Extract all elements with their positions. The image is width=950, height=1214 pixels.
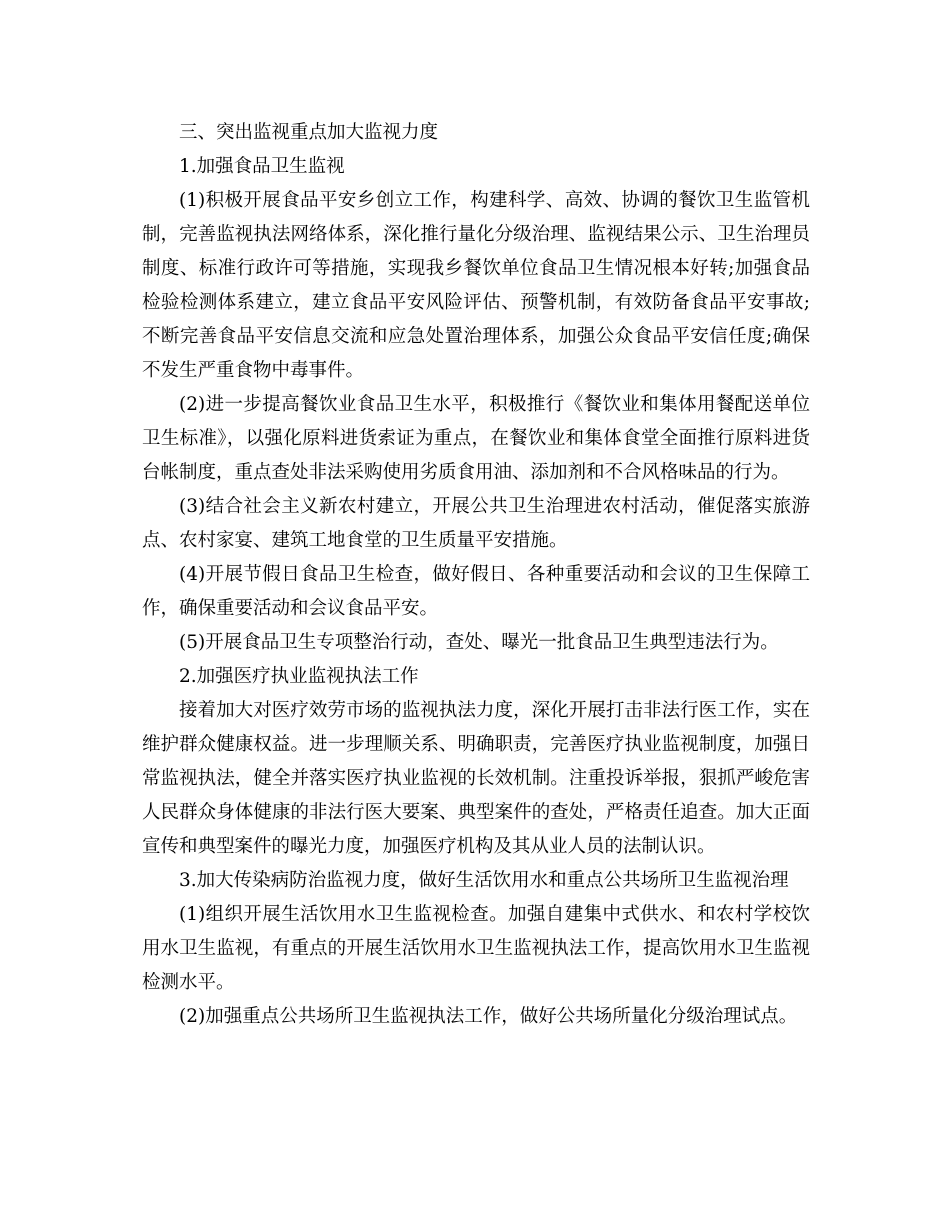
- subsection-heading: 2.加强医疗执业监视执法工作: [179, 666, 419, 687]
- body-paragraph: (3)结合社会主义新农村建立，开展公共卫生治理进农村活动，催促落实旅游点、农村家宴、建筑工地食堂的卫生质量平安措施。: [142, 496, 810, 551]
- body-paragraph: (2)进一步提高餐饮业食品卫生水平，积极推行《餐饮业和集体用餐配送单位卫生标准》，以强化原料进货索证为重点，在餐饮业和集体食堂全面推行原料进货台帐制度，重点查处非法采购使用劣质食用油、添加剂和不合风格味品的行为。: [142, 394, 810, 483]
- section-heading: 三、突出监视重点加大监视力度: [179, 122, 439, 143]
- subsection-heading: 1.加强食品卫生监视: [179, 156, 345, 177]
- body-paragraph: (2)加强重点公共场所卫生监视执法工作，做好公共场所量化分级治理试点。: [179, 1006, 798, 1027]
- document-body: [142, 116, 810, 1034]
- body-paragraph: (4)开展节假日食品卫生检查，做好假日、各种重要活动和会议的卫生保障工作，确保重要活动和会议食品平安。: [142, 564, 810, 619]
- body-paragraph: (1)积极开展食品平安乡创立工作，构建科学、高效、协调的餐饮卫生监管机制，完善监视执法网络体系，深化推行量化分级治理、监视结果公示、卫生治理员制度、标准行政许可等措施，实现我乡餐饮单位食品卫生情况根本好转;加强食品检验检测体系建立，建立食品平安风险评估、预警机制，有效防备食品平安事故;不断完善食品平安信息交流和应急处置治理体系，加强公众食品平安信任度;确保不发生严重食物中毒事件。: [142, 190, 810, 381]
- body-paragraph: (1)组织开展生活饮用水卫生监视检查。加强自建集中式供水、和农村学校饮用水卫生监视，有重点的开展生活饮用水卫生监视执法工作，提高饮用水卫生监视检测水平。: [142, 904, 810, 993]
- body-paragraph: 接着加大对医疗效劳市场的监视执法力度，深化开展打击非法行医工作，实在维护群众健康权益。进一步理顺关系、明确职责，完善医疗执业监视制度，加强日常监视执法，健全并落实医疗执业监视的长效机制。注重投诉举报，狠抓严峻危害人民群众身体健康的非法行医大要案、典型案件的查处，严格责任追查。加大正面宣传和典型案件的曝光力度，加强医疗机构及其从业人员的法制认识。: [142, 700, 810, 857]
- subsection-heading: 3.加大传染病防治监视力度，做好生活饮用水和重点公共场所卫生监视治理: [179, 870, 789, 891]
- body-paragraph: (5)开展食品卫生专项整治行动，查处、曝光一批食品卫生典型违法行为。: [179, 632, 779, 653]
